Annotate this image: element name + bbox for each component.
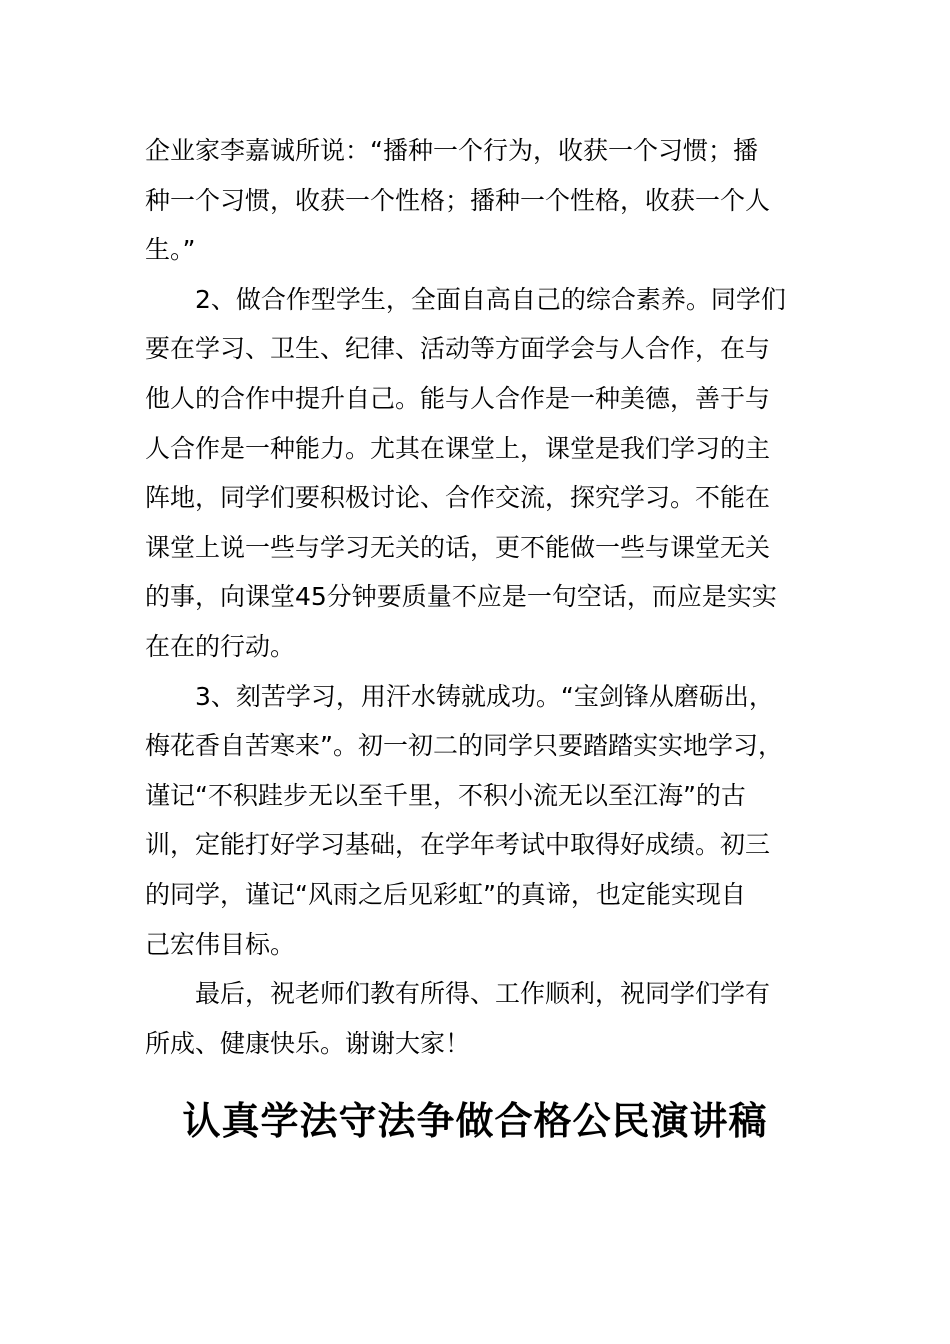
text-line: 种一个习惯，收获一个性格；播种一个性格，收获一个人 xyxy=(145,185,771,215)
text-line: 要在学习、卫生、纪律、活动等方面学会与人合作，在与 xyxy=(145,334,771,364)
text-line: 课堂上说一些与学习无关的话，更不能做一些与课堂无关 xyxy=(145,532,771,562)
speech-body xyxy=(145,126,805,1068)
next-speech-title: 认真学法守法争做合格公民演讲稿 xyxy=(182,1099,768,1143)
text-line: 所成、健康快乐。谢谢大家！ xyxy=(145,1028,471,1058)
text-line: 己宏伟目标。 xyxy=(145,929,296,959)
text-line: 梅花香自苦寒来”。初一初二的同学只要踏踏实实地学习， xyxy=(145,731,783,761)
text-line: 人合作是一种能力。尤其在课堂上，课堂是我们学习的主 xyxy=(145,433,771,463)
text-line: 训，定能打好学习基础，在学年考试中取得好成绩。初三 xyxy=(145,830,771,860)
text-line: 的事，向课堂45分钟要质量不应是一句空话，而应是实实 xyxy=(145,582,777,612)
text-line: 最后，祝老师们教有所得、工作顺利，祝同学们学有 xyxy=(145,979,771,1009)
text-line: 3、刻苦学习，用汗水铸就成功。“宝剑锋从磨砺出， xyxy=(145,681,774,711)
text-line: 谨记“不积跬步无以至千里，不积小流无以至江海”的古 xyxy=(145,780,746,810)
text-line: 的同学，谨记“风雨之后见彩虹”的真谛，也定能实现自 xyxy=(145,879,746,909)
text-line: 企业家李嘉诚所说：“播种一个行为，收获一个习惯；播 xyxy=(145,136,758,165)
text-line: 在在的行动。 xyxy=(145,631,296,661)
text-line: 生。” xyxy=(145,235,196,265)
text-line: 他人的合作中提升自己。能与人合作是一种美德，善于与 xyxy=(145,383,771,413)
text-line: 阵地，同学们要积极讨论、合作交流，探究学习。不能在 xyxy=(145,483,771,513)
text-line: 2、做合作型学生，全面自高自己的综合素养。同学们 xyxy=(145,284,786,314)
